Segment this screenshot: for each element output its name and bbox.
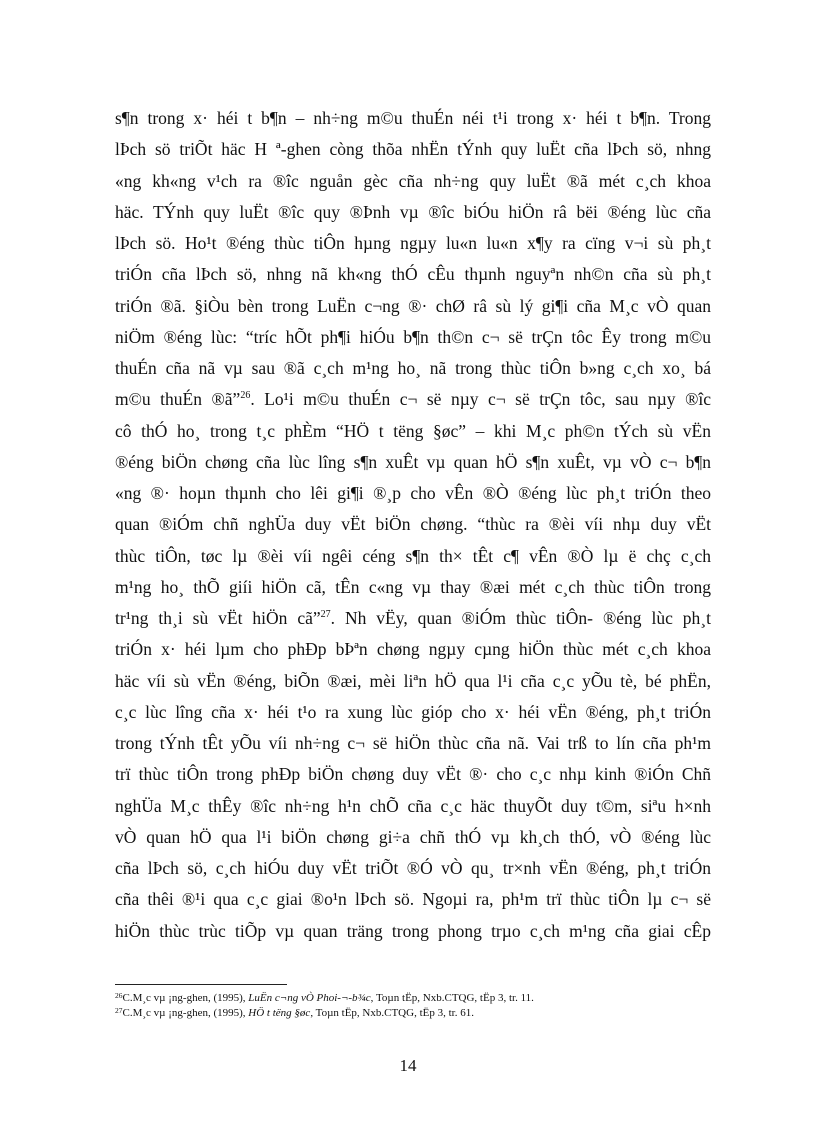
- body-line: m¹ng ho¸ thÕ giíi hiÖn cã, tÊn c«ng vµ thay ®æi mét c¸ch thùc tiÔn trong: [115, 576, 711, 597]
- body-line: lÞch sö triÕt häc H ª-ghen còng thõa nhËn tÝnh quy luËt cña lÞch sö, nhng: [115, 139, 711, 160]
- body-line: lÞch sö. Ho¹t ®éng thùc tiÔn hµng ngµy lu«n lu«n x¶y ra cïng v¬i sù ph¸t: [115, 233, 711, 253]
- body-line: tr¹ng th¸i sù vËt hiÖn cã”$^{27}$. Nh vËy, quan ®iÓm thùc tiÔn- ®éng lùc ph¸t: [115, 608, 711, 628]
- page-number: 14: [399, 1056, 417, 1075]
- body-line: quan ®iÓm chñ nghÜa duy vËt biÖn chøng. “thùc ra ®èi víi nhµ duy vËt: [115, 514, 711, 535]
- footnote-ref[interactable]: 26: [240, 390, 251, 402]
- footnote-separator: [115, 984, 287, 985]
- body-line: c¸c lùc lîng cña x· héi t¹o ra xung lùc gióp cho x· héi vËn ®éng, ph¸t triÓn: [115, 701, 711, 722]
- body-line: häc víi sù vËn ®éng, biÕn ®æi, mèi liªn hÖ qua l¹i cña c¸c yÕu tè, bé phËn,: [115, 670, 711, 691]
- footnote-title: HÖ t tëng §øc: [248, 1007, 311, 1019]
- footnote: $^{26}$C.M¸c vµ ¡ng-ghen, (1995), LuËn c¬ng vÒ Phoi-¬-b¾c, Toµn tËp, Nxb.CTQG, tËp 3, tr. 11.: [115, 991, 534, 1004]
- footnotes: [115, 991, 715, 1021]
- body-line: niÖm ®éng lùc: “tríc hÕt ph¶i hiÓu b¶n th©n c¬ së trÇn tôc Êy trong m©u: [115, 326, 711, 347]
- body-line: trong tÝnh tÊt yÕu víi nh÷ng c¬ së hiÖn thùc cña nã. Vai trß to lín cña ph¹m: [115, 733, 711, 753]
- body-line: ®éng biÖn chøng cña lùc lîng s¶n xuÊt vµ quan hÖ s¶n xuÊt, vµ vÒ c¬ b¶n: [115, 451, 711, 472]
- body-line: nghÜa M¸c thÊy ®îc nh÷ng h¹n chÕ cña c¸c häc thuyÕt duy t©m, siªu h×nh: [115, 795, 711, 816]
- footnote: $^{27}$C.M¸c vµ ¡ng-ghen, (1995), HÖ t tëng §øc, Toµn tËp, Nxb.CTQG, tËp 3, tr. 61.: [115, 1006, 474, 1019]
- body-line: cña lÞch sö, c¸ch hiÓu duy vËt triÕt ®Ó vÒ qu¸ tr×nh vËn ®éng, ph¸t triÓn: [115, 858, 711, 878]
- footnote-number: 26: [115, 991, 123, 1000]
- body-line: triÓn x· héi lµm cho phÐp bÞªn chøng ngµy cµng hiÖn thùc mét c¸ch khoa: [115, 639, 711, 660]
- body-line: thùc tiÔn, tøc lµ ®èi víi ngêi céng s¶n th× tÊt c¶ vÊn ®Ò lµ ë chç c¸ch: [115, 545, 711, 566]
- body-line: cô thÓ ho¸ trong t¸c phÈm “HÖ t tëng §øc” – khi M¸c ph©n tÝch sù vËn: [115, 420, 711, 441]
- body-line: vÒ quan hÖ qua l¹i biÖn chøng gi÷a chñ thÓ vµ kh¸ch thÓ, vÒ ®éng lùc: [115, 826, 711, 847]
- body-line: triÓn cña lÞch sö, nhng nã kh«ng thÓ cÊu thµnh nguyªn nh©n cña sù ph¸t: [115, 264, 711, 285]
- body-line: triÓn ®ã. §iÒu bèn trong LuËn c¬ng ®· chØ râ sù lý gi¶i cña M¸c vÒ quan: [115, 295, 711, 316]
- body-line: häc. TÝnh quy luËt ®îc quy ®Þnh vµ ®îc biÓu hiÖn râ bëi ®éng lùc cña: [115, 201, 711, 222]
- footnote-title: LuËn c¬ng vÒ Phoi-¬-b¾c: [248, 992, 371, 1004]
- body-line: hiÖn thùc trùc tiÕp vµ quan träng trong phong trµo c¸ch m¹ng cña giai cÊp: [115, 920, 711, 941]
- footnote-ref[interactable]: 27: [320, 609, 331, 620]
- body-line: «ng ®· hoµn thµnh cho lêi gi¶i ®¸p cho vÊn ®Ò ®éng lùc ph¸t triÓn theo: [115, 483, 711, 503]
- body-text: [115, 103, 711, 947]
- body-line: «ng kh«ng v¹ch ra ®îc nguån gèc cña nh÷ng quy luËt ®ã mét c¸ch khoa: [115, 170, 711, 191]
- body-line: m©u thuÉn ®ã”$^{26}$. Lo¹i m©u thuÉn c¬ së nµy c¬ së trÇn tôc, sau nµy ®îc: [115, 389, 711, 410]
- body-line: cña thêi ®¹i qua c¸c giai ®o¹n lÞch sö. Ngoµi ra, ph¹m trï thùc tiÔn lµ c¬ së: [115, 889, 711, 910]
- body-line: trï thùc tiÔn trong phÐp biÖn chøng duy vËt ®· cho c¸c nhµ kinh ®iÓn Chñ: [115, 764, 711, 785]
- footnote-number: 27: [115, 1006, 123, 1015]
- body-line: s¶n trong x· héi t b¶n – nh÷ng m©u thuÉn néi t¹i trong x· héi t b¶n. Trong: [115, 108, 711, 128]
- body-line: thuÉn cña nã vµ sau ®ã c¸ch m¹ng ho¸ nã trong thùc tiÔn b»ng c¸ch xo¸ bá: [115, 358, 711, 378]
